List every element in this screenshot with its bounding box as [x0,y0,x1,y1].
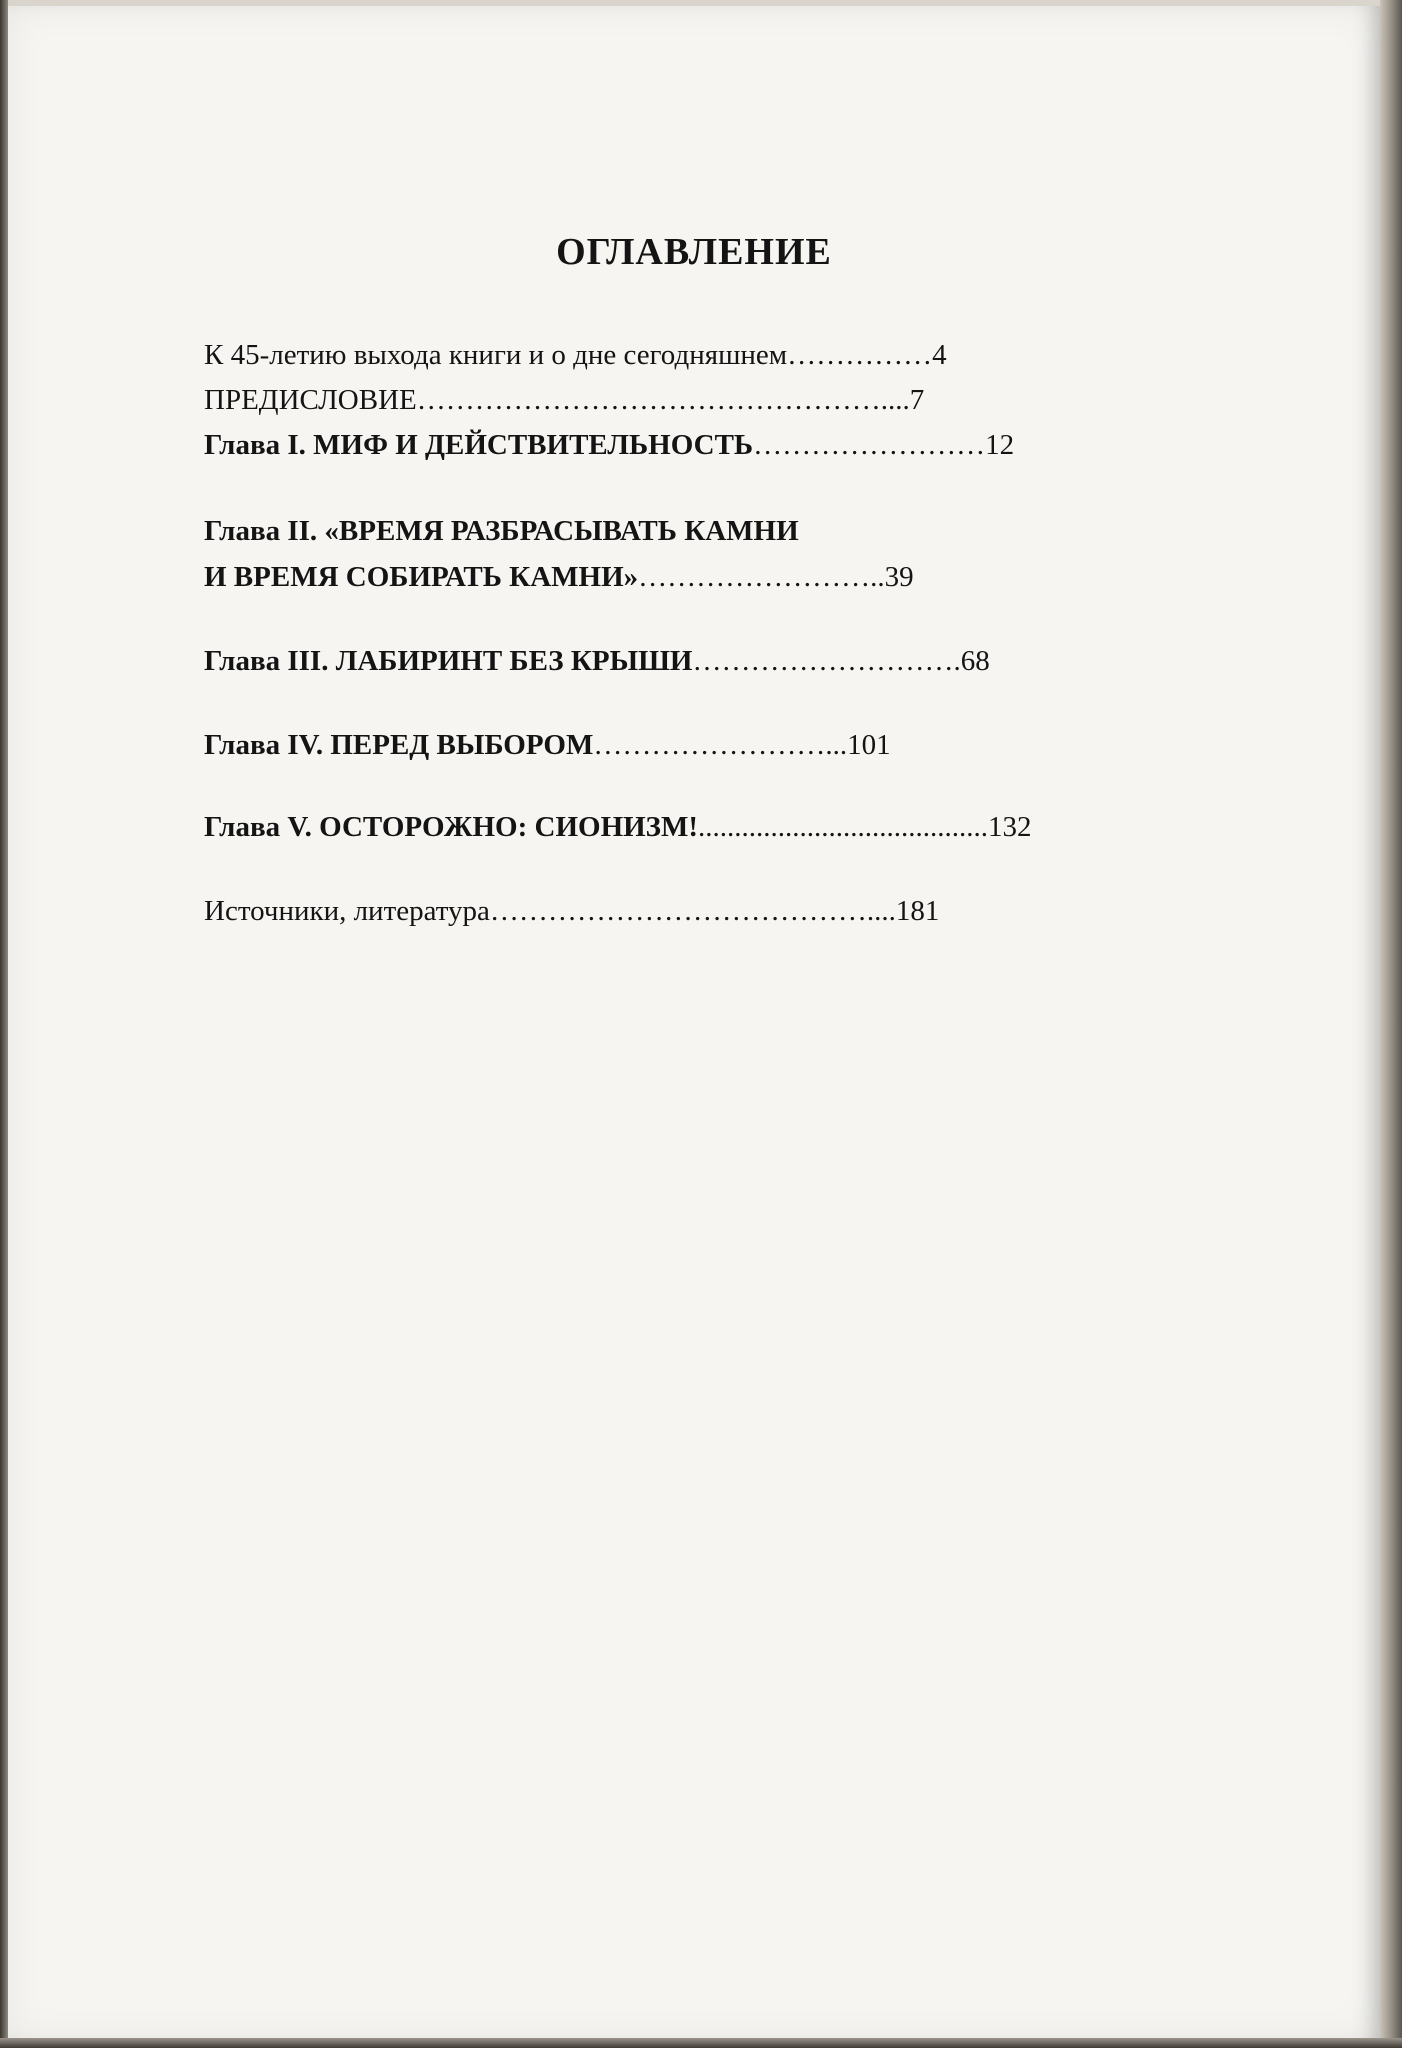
toc-entry-chapter-1 [204,426,1014,464]
toc-entry-page: 132 [988,811,1032,843]
toc-entry-page: 4 [932,339,947,371]
toc-entry-leader: ……………………... [593,729,848,761]
toc-entry-leader: ........................................ [698,811,989,843]
page-title: ОГЛАВЛЕНИЕ [556,231,832,273]
toc-entry-leader: …………………….. [638,561,885,593]
toc-entry-page: 181 [895,895,940,927]
toc-entry-label: Глава IV. ПЕРЕД ВЫБОРОМ [204,729,594,761]
toc-entry-sources [204,892,939,930]
page-left-edge [0,0,8,2048]
toc-entry-leader: ………………………………………….... [416,384,910,416]
book-page [8,6,1380,2040]
page-bottom-edge [0,2038,1402,2048]
toc-entry-leader: …………………… [753,429,986,461]
toc-entry-chapter-5 [204,808,1032,846]
toc-entry-page: 12 [985,429,1015,461]
toc-entry-label: Глава I. МИФ И ДЕЙСТВИТЕЛЬНОСТЬ [204,429,754,461]
toc-entry-leader: ………………………. [692,645,961,677]
toc-entry-label: Источники, литература [204,895,490,927]
toc-entry-label: ПРЕДИСЛОВИЕ [204,384,417,416]
toc-entry-label: И ВРЕМЯ СОБИРАТЬ КАМНИ» [204,561,639,593]
toc-entry-chapter-3 [204,642,990,680]
toc-entry-page: 68 [960,645,990,677]
toc-entry-label: К 45-летию выхода книги и о дне сегодняшнем [204,339,788,371]
toc-entry-page: 7 [909,384,925,416]
toc-entry-preface [204,381,924,419]
toc-entry-leader: ………………………………….... [489,895,896,927]
toc-entry-label: Глава V. ОСТОРОЖНО: СИОНИЗМ! [204,811,699,843]
toc-entry-anniversary [204,336,947,374]
page-right-edge [1380,0,1402,2048]
toc-entry-page: 39 [884,561,914,593]
toc-entry-chapter-2-line-1 [204,512,799,550]
toc-entry-leader: …………… [787,339,933,371]
toc-entry-chapter-4 [204,726,891,764]
toc-entry-label: Глава III. ЛАБИРИНТ БЕЗ КРЫШИ [204,645,693,677]
toc-entry-label: Глава II. «ВРЕМЯ РАЗБРАСЫВАТЬ КАМНИ [204,515,799,547]
toc-entry-chapter-2 [204,558,914,596]
toc-entry-page: 101 [847,729,891,761]
